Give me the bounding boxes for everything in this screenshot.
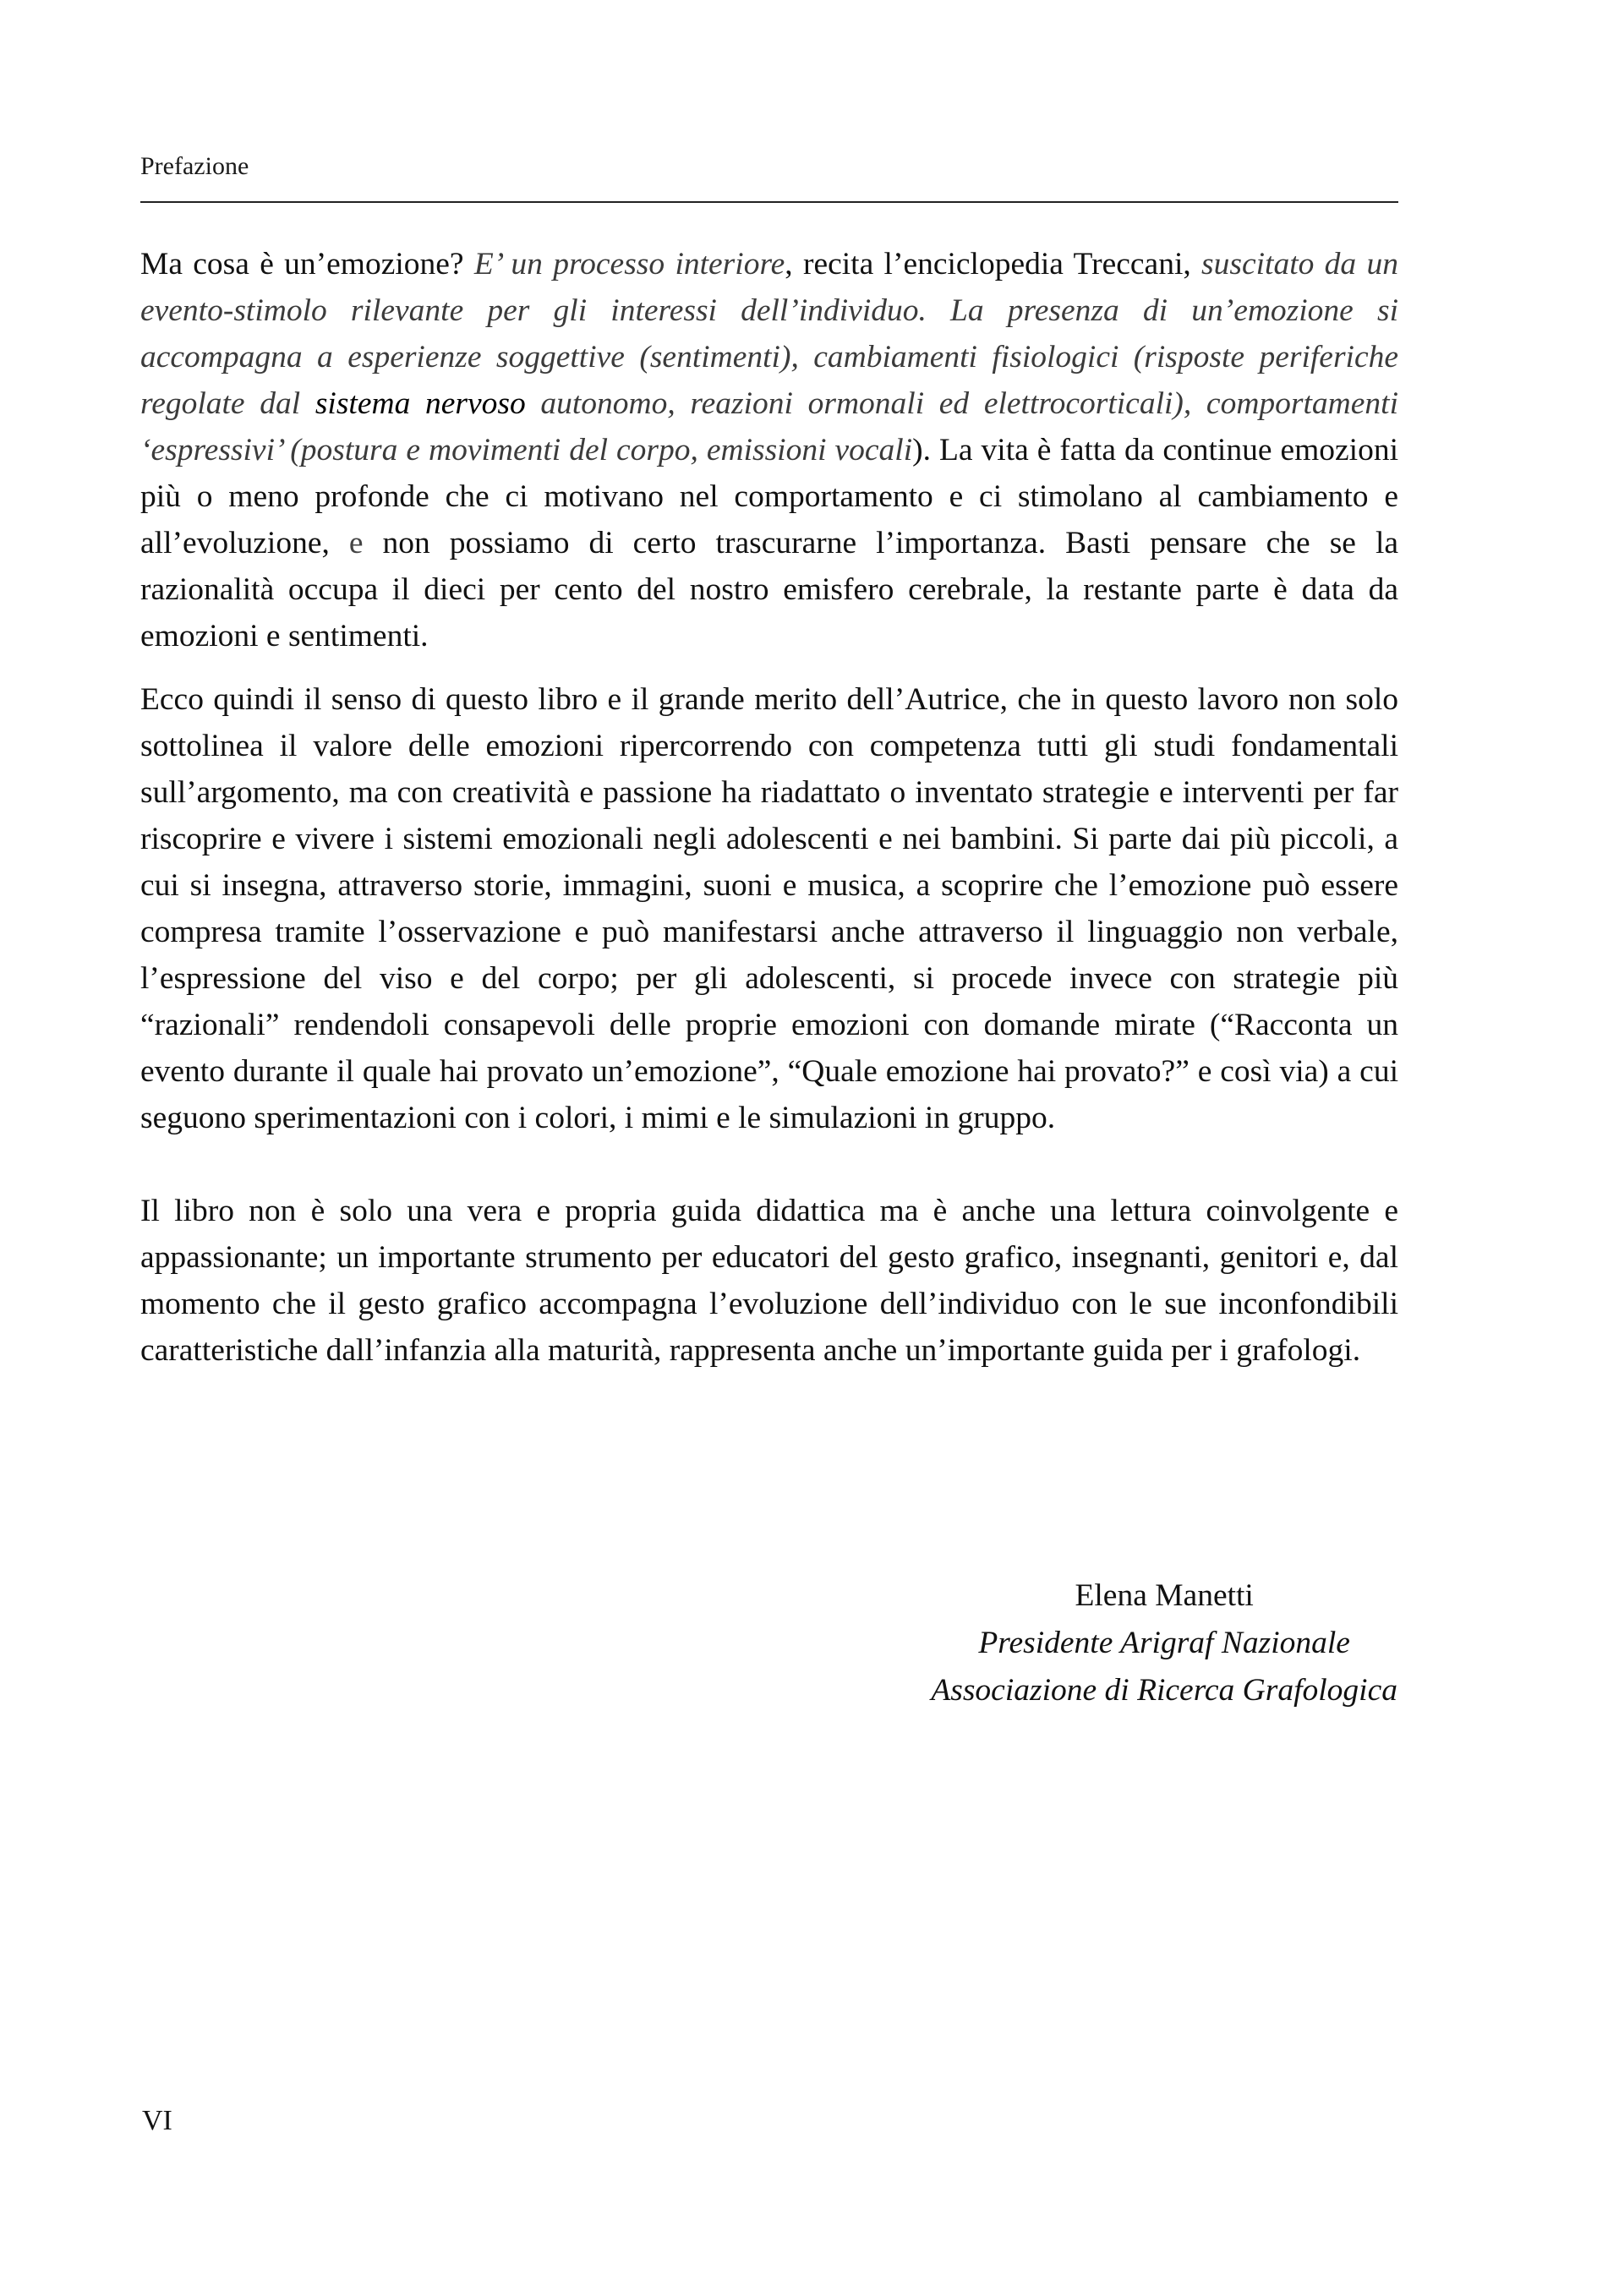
signature-name: Elena Manetti: [1075, 1578, 1254, 1613]
p1-quote-c: autonomo, reazioni ormonali ed elettrocorticali), comportamenti ‘espressivi’ (postura e movimenti del corpo, emissioni vocali: [140, 386, 1398, 467]
running-header-title: Prefazione: [140, 152, 249, 180]
header-divider: [140, 201, 1398, 203]
p1-quote-emphasis: sistema nervoso: [314, 386, 526, 421]
paragraph-2: Ecco quindi il senso di questo libro e il grande merito dell’Autrice, che in questo lavoro non solo sottolinea il valore delle emozioni ripercorrendo con competenza tutti gli studi fondamentali sull’argomento, ma con creatività e passione ha riadattato o inventato strategie e interventi per far riscoprire e vivere i sistemi emozionali negli adolescenti e nei bambini. Si parte dai più piccoli, a cui si insegna, attraverso storie, immagini, suoni e musica, a scoprire che l’emozione può essere compresa tramite l’osservazione e può manifestarsi anche attraverso il linguaggio non verbale, l’espressione del viso e del corpo; per gli adolescenti, si procede invece con strategie più “razionali” rendendoli consapevoli delle proprie emozioni con domande mirate (“Racconta un evento durante il quale hai provato un’emozione”, “Quale emozione hai provato?” e così via) a cui seguono sperimentazioni con i colori, i mimi e le simulazioni in gruppo.: [140, 682, 1398, 1135]
body-text: [140, 241, 1398, 1374]
p1-lead: Ma cosa è un’emozione?: [140, 247, 474, 282]
signature-role: Presidente Arigraf Nazionale: [978, 1626, 1350, 1660]
p1-tail-a: ). La vita è fatta da continue emozioni più o meno profonde che ci motivano nel comportamento e ci stimolano al cambiamento e all’evoluzione,: [140, 433, 1398, 560]
p1-quote-a: E’ un processo interiore: [473, 247, 785, 282]
paragraph-1: [140, 241, 1398, 659]
page-number: VI: [142, 2105, 172, 2136]
p1-tail-b: non possiamo di certo trascurarne l’importanza. Basti pensare che se la razionalità occupa il dieci per cento del nostro emisfero cerebrale, la restante parte è data da emozioni e sentimenti.: [140, 526, 1399, 653]
p1-mid-a: , recita l’enciclopedia Treccani,: [785, 247, 1202, 282]
signature-block: [931, 1572, 1397, 1714]
p1-tail-soft: e: [348, 526, 364, 560]
p1-quote-b: suscitato da un evento-stimolo rilevante per gli interessi dell’individuo. La presenza di un’emozione si accompagna a esperienze soggettive (sentimenti), cambiamenti fisiologici (risposte periferiche regolate dal: [140, 247, 1398, 421]
paragraph-3: Il libro non è solo una vera e propria guida didattica ma è anche una lettura coinvolgente e appassionante; un importante strumento per educatori del gesto grafico, insegnanti, genitori e, dal momento che il gesto grafico accompagna l’evoluzione dell’individuo con le sue inconfondibili caratteristiche dall’infanzia alla maturità, rappresenta anche un’importante guida per i grafologi.: [140, 1194, 1398, 1368]
signature-organization: Associazione di Ricerca Grafologica: [931, 1673, 1397, 1708]
